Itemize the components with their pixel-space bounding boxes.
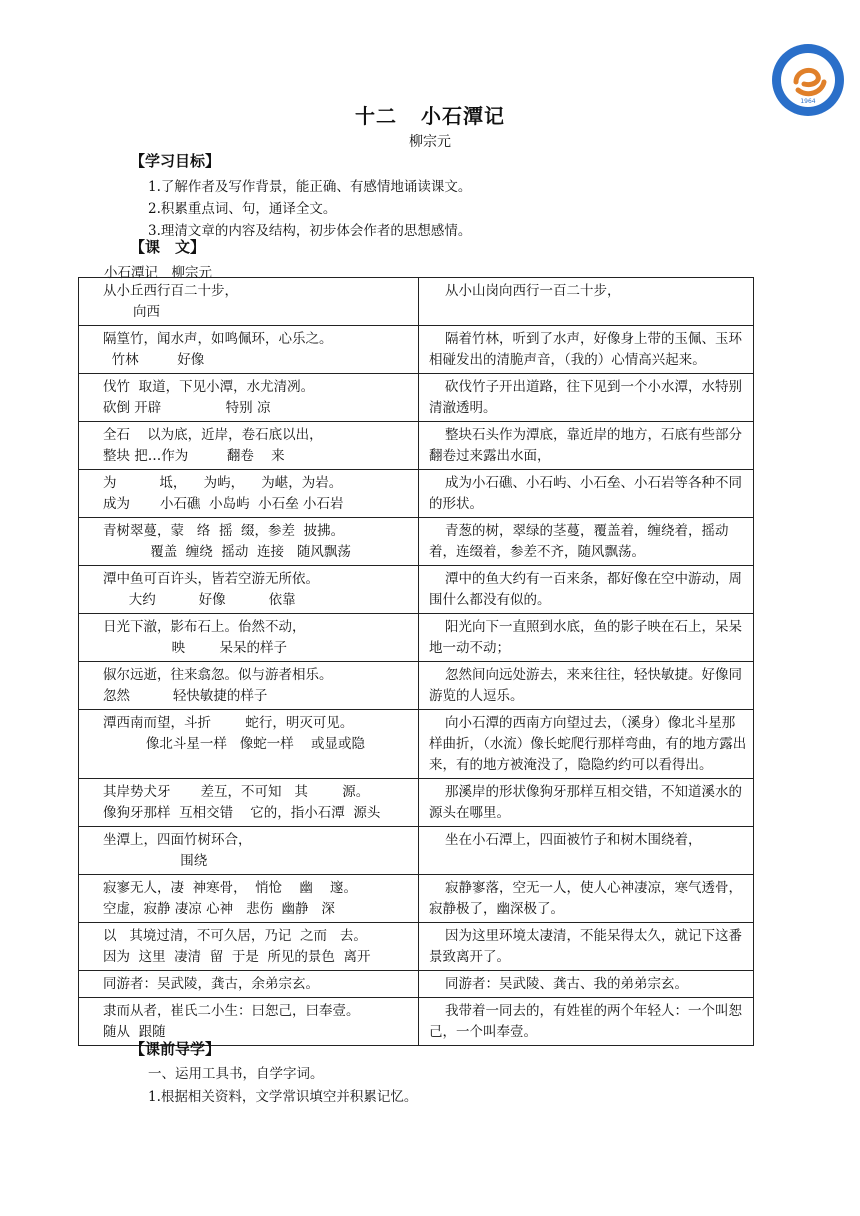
gloss-text: 映 呆呆的样子 xyxy=(103,640,287,656)
translation-text: 我带着一同去的，有姓崔的两个年轻人：一个叫恕己，一个叫奉壹。 xyxy=(429,1003,742,1040)
gloss-text: 砍倒 开辟 特别 凉 xyxy=(103,400,271,416)
original-text: 伐竹 取道，下见小潭，水尤清冽。 xyxy=(103,379,315,395)
translation-cell xyxy=(419,518,754,566)
original-cell xyxy=(79,662,419,710)
original-text: 坐潭上，四面竹树环合， xyxy=(103,832,252,848)
translation-text: 寂静寥落，空无一人，使人心神凄凉，寒气透骨，寂静极了，幽深极了。 xyxy=(429,880,742,917)
gloss-text: 忽然 轻快敏捷的样子 xyxy=(103,688,268,704)
table-row xyxy=(79,566,754,614)
original-text: 从小丘西行百二十步， xyxy=(103,283,238,299)
gloss-text: 空虚，寂静 凄凉 心神 悲伤 幽静 深 xyxy=(103,901,335,917)
original-cell xyxy=(79,422,419,470)
translation-cell xyxy=(419,326,754,374)
goal-item: 2.积累重点词、句，通译全文。 xyxy=(148,201,337,217)
original-cell xyxy=(79,971,419,998)
page-title xyxy=(0,100,860,129)
table-row xyxy=(79,614,754,662)
table-row xyxy=(79,971,754,998)
guide-line: 一、运用工具书，自学字词。 xyxy=(148,1066,324,1082)
table-row xyxy=(79,779,754,827)
original-text: 潭西南而望，斗折 蛇行，明灭可见。 xyxy=(103,715,354,731)
translation-text: 同游者：吴武陵、龚古、我的弟弟宗玄。 xyxy=(445,976,688,992)
original-text: 隔篁竹，闻水声，如鸣佩环，心乐之。 xyxy=(103,331,333,347)
original-cell xyxy=(79,566,419,614)
table-row xyxy=(79,875,754,923)
text-heading: 【课 文】 xyxy=(130,238,206,256)
translation-cell xyxy=(419,710,754,779)
translation-cell xyxy=(419,614,754,662)
translation-text: 那溪岸的形状像狗牙那样互相交错，不知道溪水的源头在哪里。 xyxy=(429,784,742,821)
author: 柳宗元 xyxy=(409,134,451,150)
table-row xyxy=(79,827,754,875)
goal-item: 3.理清文章的内容及结构，初步体会作者的思想感情。 xyxy=(148,223,472,239)
original-cell xyxy=(79,923,419,971)
lesson-number: 十二 xyxy=(355,104,397,128)
original-cell xyxy=(79,710,419,779)
original-text: 寂寥无人，凄 神寒骨， 悄怆 幽 邃。 xyxy=(103,880,357,896)
translation-text: 因为这里环境太凄清，不能呆得太久，就记下这番景致离开了。 xyxy=(429,928,742,965)
original-text: 日光下澈，影布石上。佁然不动， xyxy=(103,619,306,635)
gloss-text: 像狗牙那样 互相交错 它的，指小石潭 源头 xyxy=(103,805,381,821)
original-text: 隶而从者，崔氏二小生：曰恕己，曰奉壹。 xyxy=(103,1003,360,1019)
goals-heading: 【学习目标】 xyxy=(130,152,221,170)
translation-text: 整块石头作为潭底，靠近岸的地方，石底有些部分翻卷过来露出水面， xyxy=(429,427,742,464)
text-subtitle: 小石潭记 柳宗元 xyxy=(104,265,212,281)
gloss-text: 成为 小石礁 小岛屿 小石垒 小石岩 xyxy=(103,496,344,512)
table-row xyxy=(79,422,754,470)
translation-cell xyxy=(419,971,754,998)
translation-text: 砍伐竹子开出道路，往下见到一个小水潭，水特别清澈透明。 xyxy=(429,379,742,416)
translation-cell xyxy=(419,374,754,422)
original-text: 潭中鱼可百许头，皆若空游无所依。 xyxy=(103,571,319,587)
translation-text: 潭中的鱼大约有一百来条，都好像在空中游动，周围什么都没有似的。 xyxy=(429,571,742,608)
table-row xyxy=(79,278,754,326)
table-row xyxy=(79,374,754,422)
gloss-text: 覆盖 缠绕 摇动 连接 随风飘荡 xyxy=(103,544,351,560)
translation-text: 忽然间向远处游去，来来往往，轻快敏捷。好像同游览的人逗乐。 xyxy=(429,667,742,704)
table-row xyxy=(79,518,754,566)
original-cell xyxy=(79,470,419,518)
translation-text: 青葱的树，翠绿的茎蔓，覆盖着，缠绕着，摇动着，连缀着，参差不齐，随风飘荡。 xyxy=(429,523,729,560)
translation-cell xyxy=(419,827,754,875)
translation-cell xyxy=(419,566,754,614)
table-row xyxy=(79,662,754,710)
original-cell xyxy=(79,614,419,662)
translation-text: 从小山岗向西行一百二十步， xyxy=(445,283,621,299)
translation-text: 阳光向下一直照到水底，鱼的影子映在石上，呆呆地一动不动； xyxy=(429,619,742,656)
translation-cell xyxy=(419,998,754,1046)
original-text: 为 坻， 为屿， 为嵁，为岩。 xyxy=(103,475,343,491)
lesson-name: 小石潭记 xyxy=(421,104,505,128)
translation-cell xyxy=(419,923,754,971)
guide-line: 1.根据相关资料，文学常识填空并积累记忆。 xyxy=(148,1089,418,1105)
guide-heading: 【课前导学】 xyxy=(130,1040,221,1058)
table-row xyxy=(79,923,754,971)
logo-year: 1964 xyxy=(800,98,816,105)
translation-text: 向小石潭的西南方向望过去，（溪身）像北斗星那样曲折，（水流）像长蛇爬行那样弯曲，有的地方露出来，有的地方被淹没了，隐隐约约可以看得出。 xyxy=(429,715,747,773)
original-text: 其岸势犬牙 差互，不可知 其 源。 xyxy=(103,784,370,800)
gloss-text: 围绕 xyxy=(103,853,208,869)
original-text: 全石 以为底，近岸，卷石底以出， xyxy=(103,427,323,443)
gloss-text: 像北斗星一样 像蛇一样 或显或隐 xyxy=(103,736,365,752)
translation-cell xyxy=(419,662,754,710)
original-cell xyxy=(79,374,419,422)
original-cell xyxy=(79,875,419,923)
gloss-text: 竹林 好像 xyxy=(103,352,205,368)
gloss-text: 因为 这里 凄清 留 于是 所见的景色 离开 xyxy=(103,949,371,965)
gloss-text: 大约 好像 依靠 xyxy=(103,592,296,608)
table-row xyxy=(79,326,754,374)
gloss-text: 随从 跟随 xyxy=(103,1024,166,1040)
original-cell xyxy=(79,326,419,374)
original-cell xyxy=(79,779,419,827)
translation-text: 成为小石礁、小石屿、小石垒、小石岩等各种不同的形状。 xyxy=(429,475,742,512)
text-translation-table xyxy=(78,277,754,1046)
original-cell xyxy=(79,518,419,566)
original-text: 青树翠蔓，蒙 络 摇 缀，参差 披拂。 xyxy=(103,523,345,539)
gloss-text: 整块 把…作为 翻卷 来 xyxy=(103,448,285,464)
original-text: 俶尔远逝，往来翕忽。似与游者相乐。 xyxy=(103,667,333,683)
original-text: 同游者：吴武陵，龚古，余弟宗玄。 xyxy=(103,976,319,992)
translation-cell xyxy=(419,875,754,923)
table-row xyxy=(79,470,754,518)
translation-cell xyxy=(419,422,754,470)
original-cell xyxy=(79,827,419,875)
translation-text: 隔着竹林，听到了水声，好像身上带的玉佩、玉环相碰发出的清脆声音，（我的）心情高兴起来。 xyxy=(429,331,742,368)
translation-cell xyxy=(419,779,754,827)
translation-cell xyxy=(419,470,754,518)
original-cell xyxy=(79,278,419,326)
original-text: 以 其境过清，不可久居，乃记 之而 去。 xyxy=(103,928,367,944)
translation-cell xyxy=(419,278,754,326)
goal-item: 1.了解作者及写作背景，能正确、有感情地诵读课文。 xyxy=(148,179,472,195)
gloss-text: 向西 xyxy=(103,304,161,320)
table-row xyxy=(79,710,754,779)
translation-text: 坐在小石潭上，四面被竹子和树木围绕着， xyxy=(445,832,702,848)
